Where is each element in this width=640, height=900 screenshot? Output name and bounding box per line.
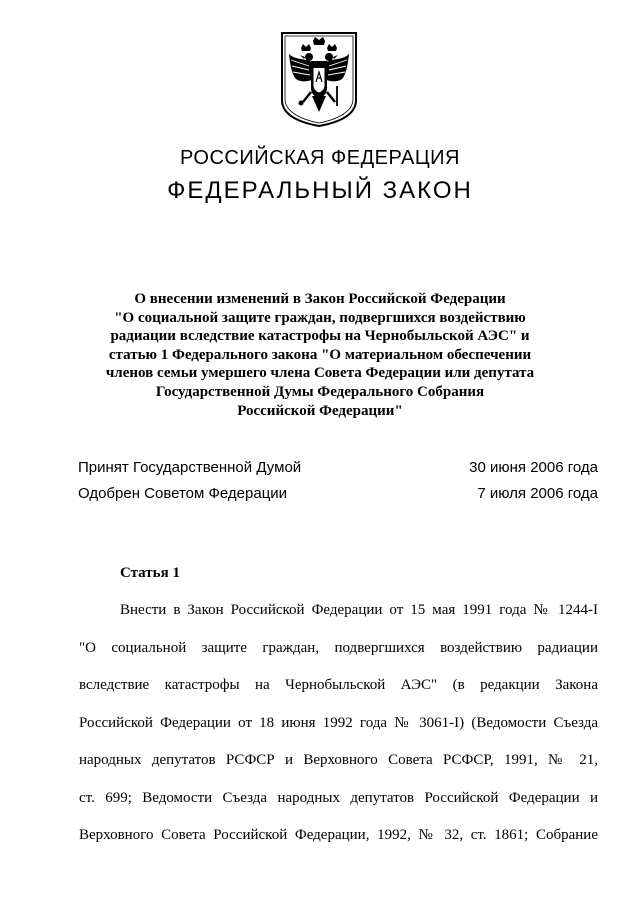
law-title — [60, 290, 580, 420]
body-line: Внести в Закон Российской Федерации от 15 мая 1991 года № 1244-I — [120, 602, 598, 618]
adoption-label: Принят Государственной Думой — [78, 459, 302, 476]
law-title-line: О внесении изменений в Закон Российской Федерации — [134, 291, 506, 307]
body-line: ст. 699; Ведомости Съезда народных депутатов Российской Федерации и — [79, 789, 598, 806]
adoption-date: 7 июля 2006 года — [477, 485, 598, 502]
law-title-line: радиации вследствие катастрофы на Чернобыльской АЭС" и — [110, 328, 530, 345]
law-title-line: членов семьи умершего члена Совета Федерации или депутата — [105, 365, 535, 382]
law-title-line: статью 1 Федерального закона "О материальном обеспечении — [108, 346, 532, 363]
body-line: Верховного Совета Российской Федерации, 1992, № 32, ст. 1861; Собрание — [79, 827, 598, 843]
russian-coat-of-arms-icon — [279, 30, 359, 128]
law-title-line: Государственной Думы Федерального Собрания — [155, 383, 485, 400]
law-title-line: "О социальной защите граждан, подвергшихся воздействию — [114, 309, 526, 326]
document-type: ФЕДЕРАЛЬНЫЙ ЗАКОН — [167, 177, 473, 204]
body-line: Российской Федерации от 18 июня 1992 года № 3061-I) (Ведомости Съезда — [79, 714, 598, 731]
adoption-date: 30 июня 2006 года — [469, 459, 598, 476]
adoption-label: Одобрен Советом Федерации — [78, 485, 288, 502]
article-heading: Статья 1 — [120, 565, 180, 581]
law-title-line: Российской Федерации" — [237, 402, 403, 419]
body-line: вследствие катастрофы на Чернобыльской АЭС" (в редакции Закона — [79, 677, 598, 693]
country-name: РОССИЙСКАЯ ФЕДЕРАЦИЯ — [180, 147, 460, 169]
body-line: народных депутатов РСФСР и Верховного Совета РСФСР, 1991, № 21, — [79, 752, 598, 768]
article-body — [79, 592, 598, 855]
body-line: "О социальной защите граждан, подвергшихся воздействию радиации — [79, 639, 598, 656]
